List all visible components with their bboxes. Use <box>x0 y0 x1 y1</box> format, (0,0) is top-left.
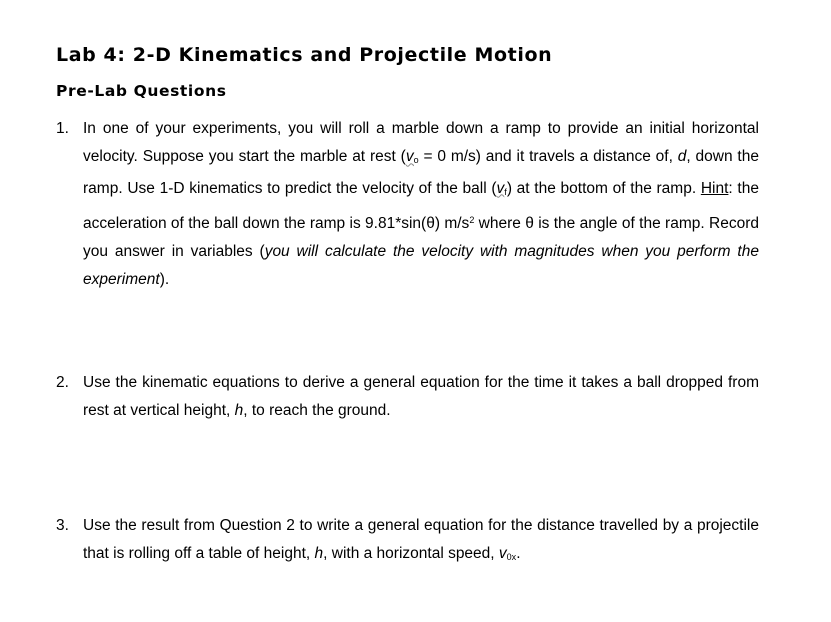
question-1 <box>56 115 759 295</box>
variable-d: d <box>677 148 687 166</box>
question-text <box>83 115 759 295</box>
text-segment: ) at the bottom of the ramp. <box>506 179 701 197</box>
question-text <box>83 369 759 426</box>
variable-h: h <box>314 545 324 563</box>
question-number: 2. <box>56 374 69 391</box>
text-segment: where θ is the angle of the ramp. Record you answer in variables ( <box>83 214 759 261</box>
question-text <box>83 512 759 572</box>
subscript: f <box>504 186 507 197</box>
superscript: 2 <box>469 214 475 225</box>
question-number: 1. <box>56 120 69 137</box>
subscript: 0x <box>506 552 517 563</box>
italic-note: you will calculate the velocity with magnitudes when you perform the experiment <box>83 243 759 289</box>
text-segment: Use the result from Question 2 to write a general equation for the distance travelled by a projectile that is rolling off a table of height, <box>83 517 759 563</box>
text-segment: , to reach the ground. <box>243 402 391 420</box>
section-subtitle: Pre-Lab Questions <box>56 82 227 100</box>
text-segment: , down the ramp. Use 1-D kinematics to predict the velocity of the ball ( <box>83 148 759 197</box>
text-segment: : the acceleration of the ball down the ramp is 9.81*sin(θ) m/s <box>83 179 759 232</box>
variable-v: v <box>405 148 414 166</box>
page-title: Lab 4: 2-D Kinematics and Projectile Motion <box>56 44 553 66</box>
text-segment: . <box>516 545 521 563</box>
text-segment: In one of your experiments, you will roll a marble down a ramp to provide an initial horizontal velocity. Suppose you start the marble at rest ( <box>83 120 759 166</box>
text-segment: = 0 m/s) and it travels a distance of, <box>418 148 678 166</box>
question-3 <box>56 512 759 572</box>
subscript: o <box>413 155 419 166</box>
text-segment: ). <box>159 271 170 289</box>
text-segment: , with a horizontal speed, <box>323 545 499 563</box>
initial-velocity-variable <box>406 148 419 165</box>
question-number: 3. <box>56 517 69 534</box>
variable-h: h <box>234 402 244 420</box>
question-2 <box>56 369 759 426</box>
text-segment: Use the kinematic equations to derive a general equation for the time it takes a ball dropped from rest at vertical height, <box>83 374 759 420</box>
variable-v: v <box>496 179 505 197</box>
variable-v: v <box>498 545 507 563</box>
hint-label: Hint <box>700 179 729 197</box>
final-velocity-variable <box>497 180 507 197</box>
